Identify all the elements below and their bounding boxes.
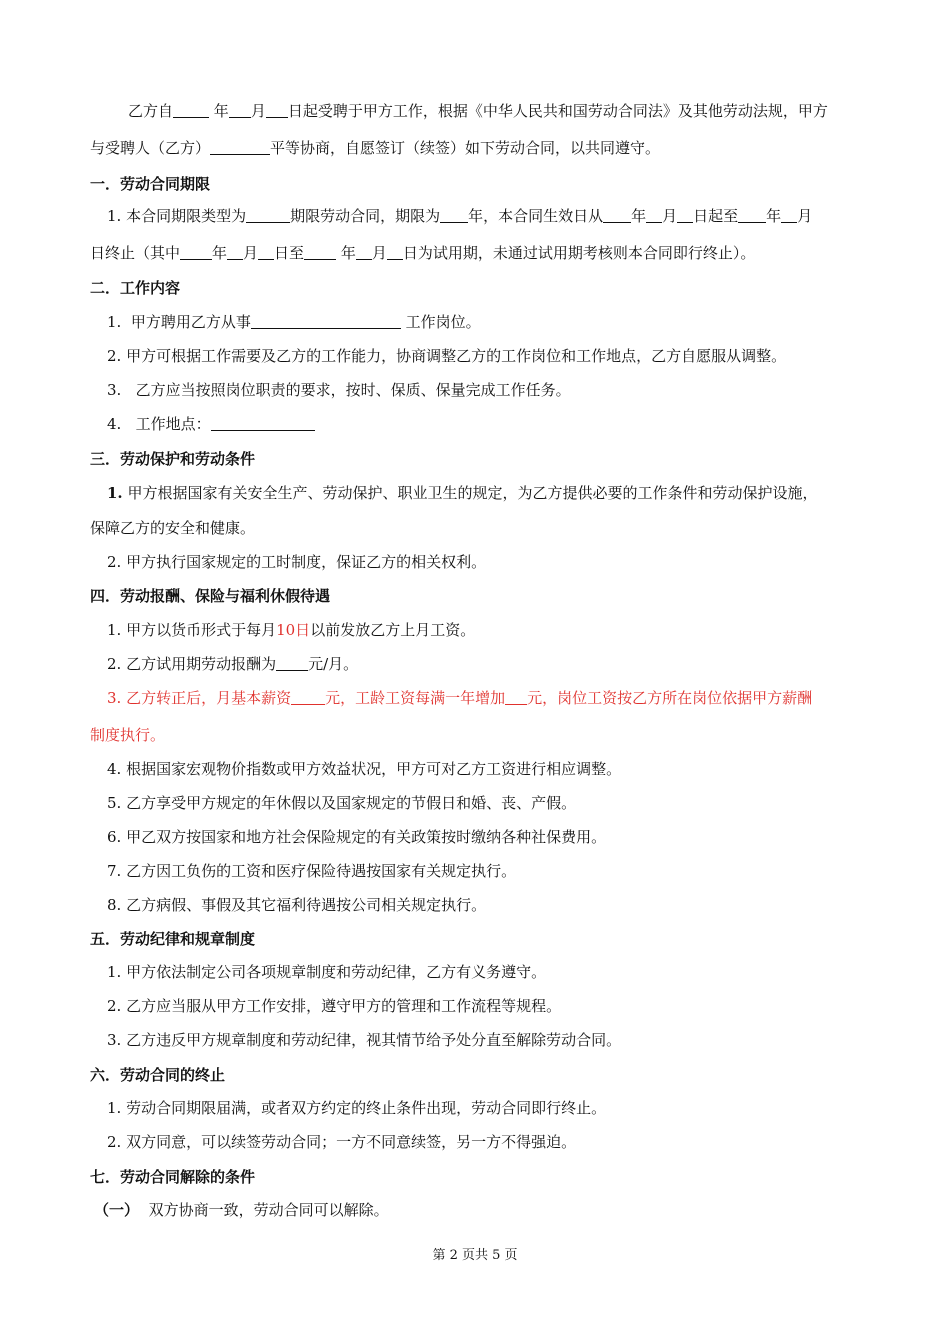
s4-item-1 — [107, 620, 887, 640]
blank — [180, 244, 212, 260]
text: 年，本合同生效日从 — [468, 207, 604, 225]
text: 月 — [243, 244, 259, 262]
text: 元，岗位工资按乙方所在岗位依据甲方薪酬 — [527, 689, 813, 707]
intro-line-1 — [128, 101, 908, 121]
intro-text: 日起受聘于甲方工作，根据《中华人民共和国劳动合同法》及其他劳动法规，甲方 — [287, 102, 828, 120]
payday-highlight: 10日 — [276, 621, 311, 639]
s2-item-4 — [107, 414, 887, 434]
text: 年 — [340, 244, 356, 262]
blank — [227, 244, 243, 260]
blank — [505, 689, 527, 705]
blank — [738, 207, 766, 223]
text: （一） — [94, 1201, 140, 1219]
intro-text: 平等协商，自愿签订（续签）如下劳动合同，以共同遵守。 — [270, 139, 661, 157]
text: 1. — [107, 313, 122, 331]
text: 日终止（其中 — [90, 244, 181, 262]
text: 年 — [766, 207, 782, 225]
intro-text: 乙方自 — [128, 102, 174, 120]
text: 甲方聘用乙方从事 — [130, 313, 251, 331]
blank — [440, 207, 468, 223]
s3-item-2: 2. 甲方执行国家规定的工时制度，保证乙方的相关权利。 — [107, 553, 487, 571]
s4-item-5: 5. 乙方享受甲方规定的年休假以及国家规定的节假日和婚、丧、产假。 — [107, 794, 577, 812]
blank — [646, 207, 662, 223]
s4-item-6: 6. 甲乙双方按国家和地方社会保险规定的有关政策按时缴纳各种社保费用。 — [107, 828, 607, 846]
blank — [677, 207, 693, 223]
text: 1. 本合同期限类型为 — [107, 207, 247, 225]
s2-item-3 — [107, 380, 887, 400]
blank — [246, 207, 290, 223]
intro-line-2 — [90, 138, 870, 158]
text: 元，工龄工资每满一年增加 — [325, 689, 506, 707]
blank — [387, 244, 403, 260]
text: 日起至 — [693, 207, 739, 225]
s6-item-2: 2. 双方同意，可以续签劳动合同；一方不同意续签，另一方不得强迫。 — [107, 1133, 577, 1151]
s5-item-2: 2. 乙方应当服从甲方工作安排，遵守甲方的管理和工作流程等规程。 — [107, 997, 562, 1015]
text: 1. 甲方以货币形式于每月 — [107, 621, 277, 639]
s4-item-4: 4. 根据国家宏观物价指数或甲方效益状况，甲方可对乙方工资进行相应调整。 — [107, 760, 622, 778]
blank-day — [266, 102, 288, 118]
s5-item-3: 3. 乙方违反甲方规章制度和劳动纪律，视其情节给予处分直至解除劳动合同。 — [107, 1031, 622, 1049]
text: 元/月。 — [308, 655, 359, 673]
s1-item-1-line-1 — [107, 206, 887, 226]
blank — [781, 207, 797, 223]
blank-position — [251, 313, 401, 329]
blank — [291, 689, 325, 705]
section-1-title: 一．劳动合同期限 — [90, 175, 211, 193]
text: 3. 乙方转正后，月基本薪资 — [107, 689, 292, 707]
text: 甲方根据国家有关安全生产、劳动保护、职业卫生的规定，为乙方提供必要的工作条件和劳动保护设施， — [127, 484, 818, 502]
text: 日为试用期，未通过试用期考核则本合同即行终止）。 — [402, 244, 756, 262]
text: 2. 乙方试用期劳动报酬为 — [107, 655, 277, 673]
s5-item-1: 1. 甲方依法制定公司各项规章制度和劳动纪律，乙方有义务遵守。 — [107, 963, 547, 981]
text: 1. — [107, 484, 123, 502]
text: 3. — [107, 381, 122, 399]
intro-text: 与受聘人（乙方） — [90, 139, 211, 157]
text: 双方协商一致，劳动合同可以解除。 — [148, 1201, 389, 1219]
section-6-title: 六．劳动合同的终止 — [90, 1066, 226, 1084]
s7-item-1 — [94, 1200, 874, 1220]
s3-item-1-line-1 — [107, 483, 887, 503]
intro-text: 月 — [250, 102, 266, 120]
blank-month — [229, 102, 251, 118]
s2-item-2: 2. 甲方可根据工作需要及乙方的工作能力，协商调整乙方的工作岗位和工作地点，乙方自愿服从调整。 — [107, 347, 787, 365]
text: 月 — [662, 207, 678, 225]
page-footer: 第 2 页共 5 页 — [432, 1248, 518, 1263]
text: 月 — [797, 207, 813, 225]
section-7-title: 七．劳动合同解除的条件 — [90, 1168, 256, 1186]
s4-item-3-line-2: 制度执行。 — [90, 726, 166, 744]
s4-item-2 — [107, 654, 887, 674]
blank — [258, 244, 274, 260]
s2-item-1 — [107, 312, 887, 332]
s6-item-1: 1. 劳动合同期限届满，或者双方约定的终止条件出现，劳动合同即行终止。 — [107, 1099, 607, 1117]
s3-item-1-line-2: 保障乙方的安全和健康。 — [90, 519, 256, 537]
text: 工作岗位。 — [405, 313, 481, 331]
section-5-title: 五．劳动纪律和规章制度 — [90, 930, 256, 948]
blank — [356, 244, 372, 260]
blank — [603, 207, 631, 223]
section-4-title: 四．劳动报酬、保险与福利休假待遇 — [90, 587, 331, 605]
s4-item-8: 8. 乙方病假、事假及其它福利待遇按公司相关规定执行。 — [107, 896, 487, 914]
text: 年 — [212, 244, 228, 262]
blank-employee — [210, 139, 270, 155]
s1-item-1-line-2 — [90, 243, 870, 263]
text: 工作地点： — [135, 415, 211, 433]
text: 年 — [631, 207, 647, 225]
s4-item-3-line-1 — [107, 688, 887, 708]
text: 月 — [371, 244, 387, 262]
text: 以前发放乙方上月工资。 — [310, 621, 476, 639]
text: 期限劳动合同，期限为 — [290, 207, 441, 225]
blank — [304, 244, 336, 260]
blank — [276, 655, 308, 671]
section-3-title: 三．劳动保护和劳动条件 — [90, 450, 256, 468]
blank-year — [173, 102, 209, 118]
s4-item-7: 7. 乙方因工负伤的工资和医疗保险待遇按国家有关规定执行。 — [107, 862, 517, 880]
text: 日至 — [274, 244, 305, 262]
text: 乙方应当按照岗位职责的要求，按时、保质、保量完成工作任务。 — [135, 381, 571, 399]
text: 4. — [107, 415, 122, 433]
section-2-title: 二．工作内容 — [90, 279, 181, 297]
intro-text: 年 — [213, 102, 229, 120]
blank-location — [211, 415, 315, 431]
